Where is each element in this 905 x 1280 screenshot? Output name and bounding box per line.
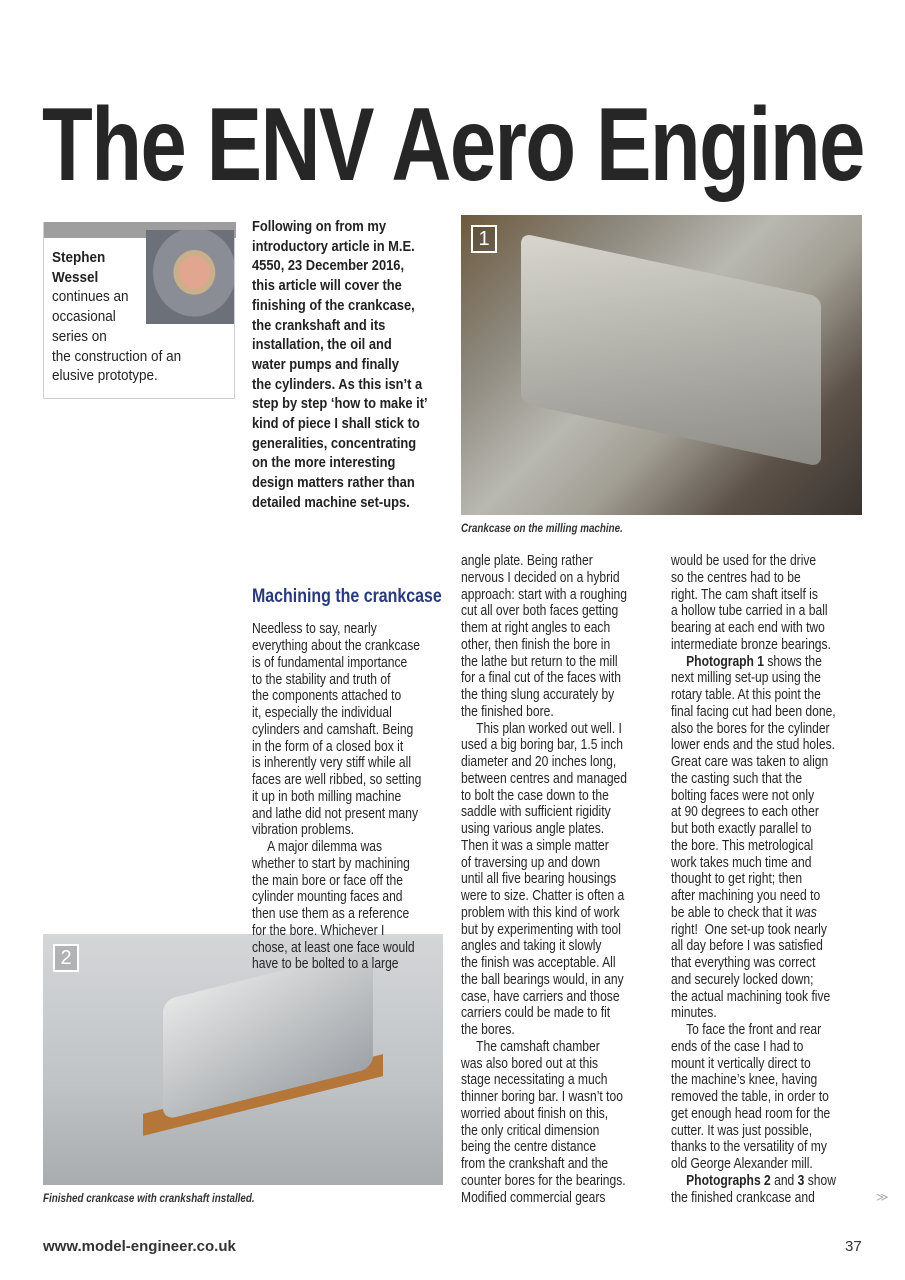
paragraph-text: Needless to say, nearly everything about the crankcase is of fundamental importance to the stability and truth of the components attached to it, especially the individual cylinders and camshaft. Being in the form of a closed box it is inherently very stiff while all faces are well ribbed, so setting it up in both milling machine and lathe did not present many vibration problems. (252, 621, 422, 839)
paragraph-text: show the finished crankcase and (671, 1172, 836, 1206)
body-paragraph (461, 1039, 627, 1207)
author-bio: continues an occasional series on the construction of an elusive prototype. (52, 288, 182, 385)
text-column-2 (461, 553, 627, 1206)
bold-reference: 3 (797, 1172, 805, 1189)
body-paragraph (461, 553, 627, 721)
author-box (43, 222, 235, 399)
article-title: The ENV Aero Engine (42, 87, 864, 203)
paragraph-text: The camshaft chamber was also bored out at this stage necessitating a much thinner boring bar. I wasn’t too worried about finish on this, the only critical dimension being the centre distance from the crankshaft and the counter bores for the bearings. Modified commercial gears (461, 1038, 626, 1206)
paragraph-text: This plan worked out well. I used a big boring bar, 1.5 inch diameter and 20 inches long, between centres and managed to bolt the case down to the saddle with sufficient rigidity using various angle plates. Then it was a simple matter of traversing up and down until all five bearing housings were to size. Chatter is often a problem with this kind of work but by experimenting with tool angles and taking it slowly the finish was acceptable. All the ball bearings would, in any case, have carriers and those carriers could be made to fit the bores. (461, 720, 628, 1038)
crankcase-image (521, 233, 821, 467)
body-paragraph (671, 1173, 836, 1207)
footer-website: www.model-engineer.co.uk (43, 1238, 236, 1255)
body-paragraph (671, 553, 836, 654)
body-paragraph (461, 721, 627, 1039)
photo-number-badge: 1 (471, 225, 497, 253)
paragraph-text: To face the front and rear ends of the case I had to mount it vertically direct to the machine’s knee, having removed the table, in order to get enough head room for the cutter. It was just possible, thanks to the versatility of my old George Alexander mill. (671, 1022, 831, 1172)
paragraph-text: would be used for the drive so the centres had to be right. The cam shaft itself is a hollow tube carried in a ball bearing at each end with two intermediate bronze bearings. (671, 553, 831, 653)
emphasis-text: was (795, 904, 817, 921)
text-column-1 (252, 553, 442, 973)
author-name: Stephen Wessel (52, 249, 106, 286)
bold-reference: Photograph 1 (686, 653, 765, 670)
section-heading: Machining the crankcase (252, 585, 442, 607)
paragraph-text: angle plate. Being rather nervous I decided on a hybrid approach: start with a roughing cut all over both faces getting them at right angles to each other, then finish the bore in the lathe but return to the mill for a final cut of the faces with the thing slung accurately by the finished bore. (461, 553, 627, 720)
body-paragraph (671, 1022, 836, 1173)
intro-paragraph: Following on from my introductory article in M.E. 4550, 23 December 2016, this article will cover the finishing of the crankcase, the crankshaft and its installation, the oil and water pumps and finally the cylinders. As this isn’t a step by step ‘how to make it’ kind of piece I shall stick to generalities, concentrating on the more interesting design matters rather than detailed machine set-ups. (252, 218, 428, 511)
bold-reference: Photographs 2 (686, 1172, 771, 1189)
paragraph-text: shows the next milling set-up using the rotary table. At this point the final facing cut had been done, also the bores for the cylinder lower ends and the stud holes. Great care was taken to align the casting such that the bolting faces were not only at 90 degrees to each other but both exactly parallel to the bore. This metrological work takes much time and thought to get right; then after machining you need to be able to check that it (671, 653, 836, 921)
photo-caption: Crankcase on the milling machine. (461, 521, 623, 535)
photo-caption: Finished crankcase with crankshaft installed. (43, 1191, 255, 1205)
author-text (52, 248, 232, 386)
text-column-3 (671, 553, 836, 1206)
paragraph-text: A major dilemma was whether to start by machining the main bore or face off the cylinder mounting faces and then use them as a reference for the bore. Whichever I chose, at least one face would have to be bolted to a large (252, 839, 415, 973)
photo-number-badge: 2 (53, 944, 79, 972)
paragraph-text: right! One set-up took nearly all day before I was satisfied that everything was correct and securely locked down; the actual machining took five minutes. (671, 921, 831, 1022)
paragraph-text: and (770, 1172, 798, 1189)
body-paragraph (671, 654, 836, 1023)
body-paragraph (252, 839, 442, 973)
page-number: 37 (845, 1238, 862, 1255)
body-paragraph (252, 621, 442, 839)
continued-arrow-icon: ≫ (876, 1190, 889, 1204)
photo-crankcase-milling (461, 215, 862, 515)
